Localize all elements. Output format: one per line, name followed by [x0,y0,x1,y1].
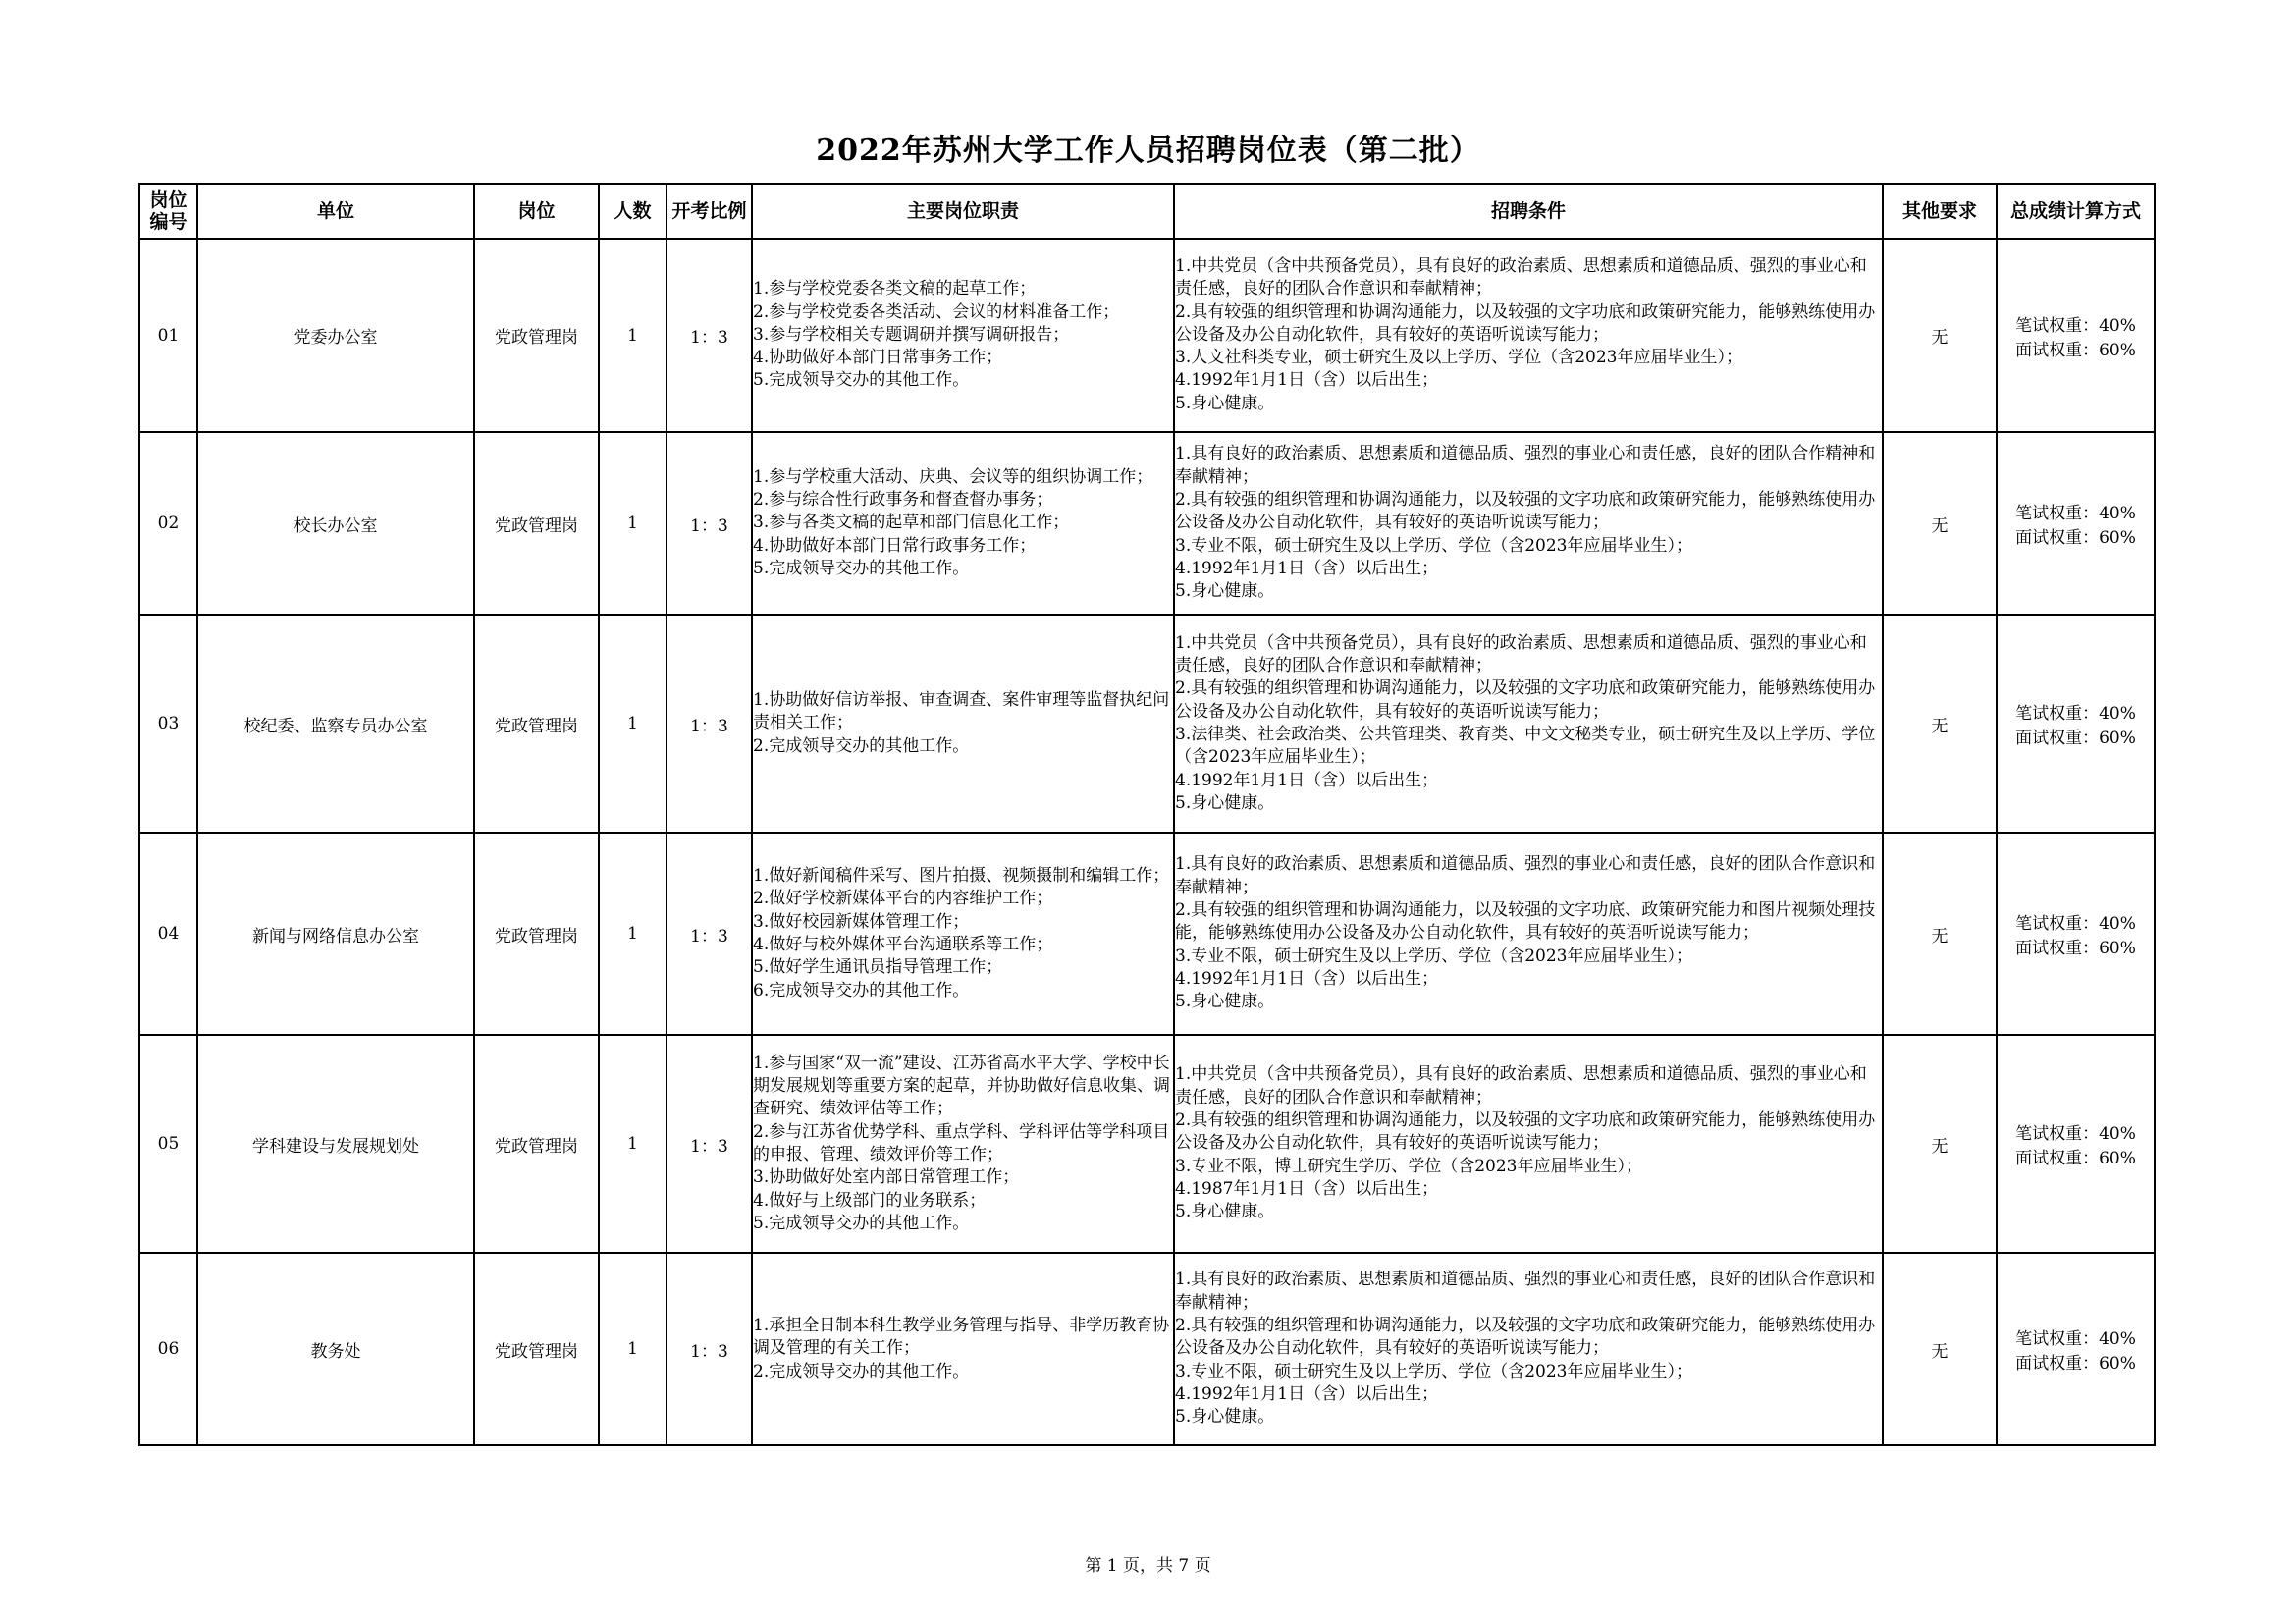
conditions-line: 4.1987年1月1日（含）以后出生； [1175,1178,1439,1199]
cell-position: 党政管理岗 [474,615,599,833]
cell-other: 无 [1883,432,1997,615]
conditions-line: 4.1992年1月1日（含）以后出生； [1175,968,1439,989]
conditions-line: 3.专业不限，硕士研究生及以上学历、学位（含2023年应届毕业生）； [1175,535,1692,556]
header-ratio: 开考比例 [667,184,752,239]
duties-line: 1.协助做好信访举报、审查调查、案件审理等监督执纪问责相关工作； [753,690,1170,733]
cell-count: 1 [599,432,667,615]
cell-ratio: 1：3 [667,615,752,833]
duties-line: 2.参与江苏省优势学科、重点学科、学科评估等学科项目的申报、管理、绩效评价等工作； [753,1121,1170,1164]
conditions-line: 1.具有良好的政治素质、思想素质和道德品质、强烈的事业心和责任感，良好的团队合作意识和奉献精神； [1175,1270,1876,1313]
calc-written: 笔试权重：40% [2015,914,2136,934]
cell-unit: 校纪委、监察专员办公室 [197,615,474,833]
conditions-line: 1.中共党员（含中共预备党员），具有良好的政治素质、思想素质和道德品质、强烈的事业心和责任感，良好的团队合作意识和奉献精神； [1175,255,1867,299]
table-row [139,1035,2155,1253]
header-count: 人数 [599,184,667,239]
duties-line: 4.做好与上级部门的业务联系； [753,1190,987,1211]
calc-written: 笔试权重：40% [2015,315,2136,336]
duties-line: 2.做好学校新媒体平台的内容维护工作； [753,889,1053,909]
cell-ratio: 1：3 [667,833,752,1035]
duties-line: 1.参与学校重大活动、庆典、会议等的组织协调工作； [753,466,1153,487]
table-row [139,432,2155,615]
cell-count: 1 [599,1253,667,1445]
cell-duties [752,239,1174,432]
cell-position: 党政管理岗 [474,239,599,432]
cell-count: 1 [599,239,667,432]
conditions-line: 5.身心健康。 [1175,792,1275,813]
page-title: 2022年苏州大学工作人员招聘岗位表（第二批） [816,134,1480,168]
conditions-line: 3.人文社科类专业，硕士研究生及以上学历、学位（含2023年应届毕业生）； [1175,348,1742,368]
calc-interview: 面试权重：60% [2015,1149,2136,1168]
duties-line: 6.完成领导交办的其他工作。 [753,980,970,1001]
cell-duties [752,1035,1174,1253]
table-row [139,833,2155,1035]
duties-line: 3.做好校园新媒体管理工作； [753,911,970,932]
cell-conditions [1174,239,1883,432]
cell-duties [752,432,1174,615]
cell-count: 1 [599,833,667,1035]
duties-line: 1.做好新闻稿件采写、图片拍摄、视频摄制和编辑工作； [753,866,1170,887]
cell-unit: 学科建设与发展规划处 [197,1035,474,1253]
conditions-line: 1.中共党员（含中共预备党员），具有良好的政治素质、思想素质和道德品质、强烈的事业心和责任感，良好的团队合作意识和奉献精神； [1175,1064,1867,1108]
duties-line: 3.参与学校相关专题调研并撰写调研报告； [753,324,1070,345]
calc-interview: 面试权重：60% [2015,939,2136,958]
cell-ratio: 1：3 [667,1253,752,1445]
duties-line: 5.完成领导交办的其他工作。 [753,558,970,578]
conditions-line: 5.身心健康。 [1175,1407,1275,1428]
cell-unit: 党委办公室 [197,239,474,432]
conditions-line: 2.具有较强的组织管理和协调沟通能力，以及较强的文字功底、政策研究能力和图片视频处理技能，能够熟练使用办公设备及办公自动化软件，具有较好的英语听说读写能力； [1175,900,1876,944]
conditions-line: 4.1992年1月1日（含）以后出生； [1175,370,1439,391]
conditions-line: 4.1992年1月1日（含）以后出生； [1175,1383,1439,1404]
cell-ratio: 1：3 [667,239,752,432]
cell-position: 党政管理岗 [474,833,599,1035]
duties-line: 3.参与各类文稿的起草和部门信息化工作； [753,513,1070,533]
conditions-line: 5.身心健康。 [1175,992,1275,1012]
header-conditions: 招聘条件 [1174,184,1883,239]
conditions-line: 2.具有较强的组织管理和协调沟通能力，以及较强的文字功底和政策研究能力，能够熟练使用办公设备及办公自动化软件，具有较好的英语听说读写能力； [1175,1110,1876,1154]
cell-position: 党政管理岗 [474,432,599,615]
duties-line: 5.做好学生通讯员指导管理工作； [753,957,1003,978]
cell-conditions [1174,833,1883,1035]
duties-line: 4.协助做好本部门日常行政事务工作； [753,535,1037,556]
conditions-line: 5.身心健康。 [1175,1202,1275,1222]
calc-written: 笔试权重：40% [2015,1124,2136,1144]
cell-unit: 教务处 [197,1253,474,1445]
table-row [139,615,2155,833]
table-header-row [139,184,2155,239]
cell-duties [752,1253,1174,1445]
conditions-line: 5.身心健康。 [1175,393,1275,413]
conditions-line: 1.中共党员（含中共预备党员），具有良好的政治素质、思想素质和道德品质、强烈的事业心和责任感，良好的团队合作意识和奉献精神； [1175,632,1867,676]
duties-line: 2.完成领导交办的其他工作。 [753,1361,970,1381]
duties-line: 4.协助做好本部门日常事务工作； [753,348,1003,368]
recruitment-table [138,183,2156,1446]
duties-line: 4.做好与校外媒体平台沟通联系等工作； [753,935,1053,954]
cell-unit: 新闻与网络信息办公室 [197,833,474,1035]
header-unit: 单位 [197,184,474,239]
duties-line: 1.参与学校党委各类文稿的起草工作； [753,279,1037,299]
conditions-line: 3.专业不限，硕士研究生及以上学历、学位（含2023年应届毕业生）； [1175,946,1692,966]
table-row [139,239,2155,432]
cell-duties [752,615,1174,833]
conditions-line: 2.具有较强的组织管理和协调沟通能力，以及较强的文字功底和政策研究能力，能够熟练使用办公设备及办公自动化软件，具有较好的英语听说读写能力； [1175,490,1876,533]
header-duties: 主要岗位职责 [752,184,1174,239]
duties-line: 1.承担全日制本科生教学业务管理与指导、非学历教育协调及管理的有关工作； [753,1316,1170,1359]
calc-interview: 面试权重：60% [2015,729,2136,748]
cell-duties [752,833,1174,1035]
duties-line: 5.完成领导交办的其他工作。 [753,370,970,391]
cell-count: 1 [599,615,667,833]
conditions-line: 3.专业不限，硕士研究生及以上学历、学位（含2023年应届毕业生）； [1175,1361,1692,1381]
conditions-line: 4.1992年1月1日（含）以后出生； [1175,558,1439,578]
page-footer: 第 1 页，共 7 页 [1085,1556,1211,1576]
cell-calc [1997,615,2155,833]
conditions-line: 3.法律类、社会政治类、公共管理类、教育类、中文文秘类专业，硕士研究生及以上学历、学位（含2023年应届毕业生）； [1175,725,1876,768]
conditions-line: 2.具有较强的组织管理和协调沟通能力，以及较强的文字功底和政策研究能力，能够熟练使用办公设备及办公自动化软件，具有较好的英语听说读写能力； [1175,678,1876,722]
calc-written: 笔试权重：40% [2015,704,2136,724]
cell-position: 党政管理岗 [474,1253,599,1445]
header-other: 其他要求 [1883,184,1997,239]
duties-line: 2.完成领导交办的其他工作。 [753,735,970,756]
conditions-line: 2.具有较强的组织管理和协调沟通能力，以及较强的文字功底和政策研究能力，能够熟练使用办公设备及办公自动化软件，具有较好的英语听说读写能力； [1175,1316,1876,1359]
conditions-line: 2.具有较强的组织管理和协调沟通能力，以及较强的文字功底和政策研究能力，能够熟练使用办公设备及办公自动化软件，具有较好的英语听说读写能力； [1175,301,1876,345]
conditions-line: 3.专业不限，博士研究生学历、学位（含2023年应届毕业生）； [1175,1156,1642,1176]
calc-written: 笔试权重：40% [2015,504,2136,523]
cell-calc [1997,239,2155,432]
cell-calc [1997,1253,2155,1445]
cell-unit: 校长办公室 [197,432,474,615]
cell-code: 02 [139,432,197,615]
cell-conditions [1174,1035,1883,1253]
cell-ratio: 1：3 [667,1035,752,1253]
conditions-line: 4.1992年1月1日（含）以后出生； [1175,770,1439,790]
duties-line: 2.参与学校党委各类活动、会议的材料准备工作； [753,301,1120,322]
duties-line: 1.参与国家“双一流”建设、江苏省高水平大学、学校中长期发展规划等重要方案的起草，并协助做好信息收集、调查研究、绩效评估等工作； [753,1053,1170,1119]
calc-interview: 面试权重：60% [2015,1354,2136,1374]
cell-code: 05 [139,1035,197,1253]
cell-calc [1997,432,2155,615]
cell-count: 1 [599,1035,667,1253]
cell-other: 无 [1883,615,1997,833]
cell-position: 党政管理岗 [474,1035,599,1253]
conditions-line: 5.身心健康。 [1175,581,1275,602]
cell-conditions [1174,615,1883,833]
calc-written: 笔试权重：40% [2015,1329,2136,1349]
conditions-line: 1.具有良好的政治素质、思想素质和道德品质、强烈的事业心和责任感，良好的团队合作意识和奉献精神； [1175,854,1876,897]
header-position: 岗位 [474,184,599,239]
header-calc: 总成绩计算方式 [1997,184,2155,239]
duties-line: 3.协助做好处室内部日常管理工作； [753,1167,1020,1188]
cell-other: 无 [1883,1035,1997,1253]
cell-ratio: 1：3 [667,432,752,615]
cell-calc [1997,1035,2155,1253]
header-code: 岗位 编号 [139,184,197,239]
cell-conditions [1174,432,1883,615]
duties-line: 5.完成领导交办的其他工作。 [753,1213,970,1233]
duties-line: 2.参与综合性行政事务和督查督办事务； [753,490,1053,511]
cell-conditions [1174,1253,1883,1445]
cell-code: 06 [139,1253,197,1445]
cell-calc [1997,833,2155,1035]
cell-other: 无 [1883,1253,1997,1445]
table-row [139,1253,2155,1445]
conditions-line: 1.具有良好的政治素质、思想素质和道德品质、强烈的事业心和责任感，良好的团队合作精神和奉献精神； [1175,444,1876,487]
cell-code: 03 [139,615,197,833]
cell-other: 无 [1883,833,1997,1035]
cell-code: 01 [139,239,197,432]
cell-code: 04 [139,833,197,1035]
calc-interview: 面试权重：60% [2015,528,2136,548]
cell-other: 无 [1883,239,1997,432]
calc-interview: 面试权重：60% [2015,340,2136,360]
